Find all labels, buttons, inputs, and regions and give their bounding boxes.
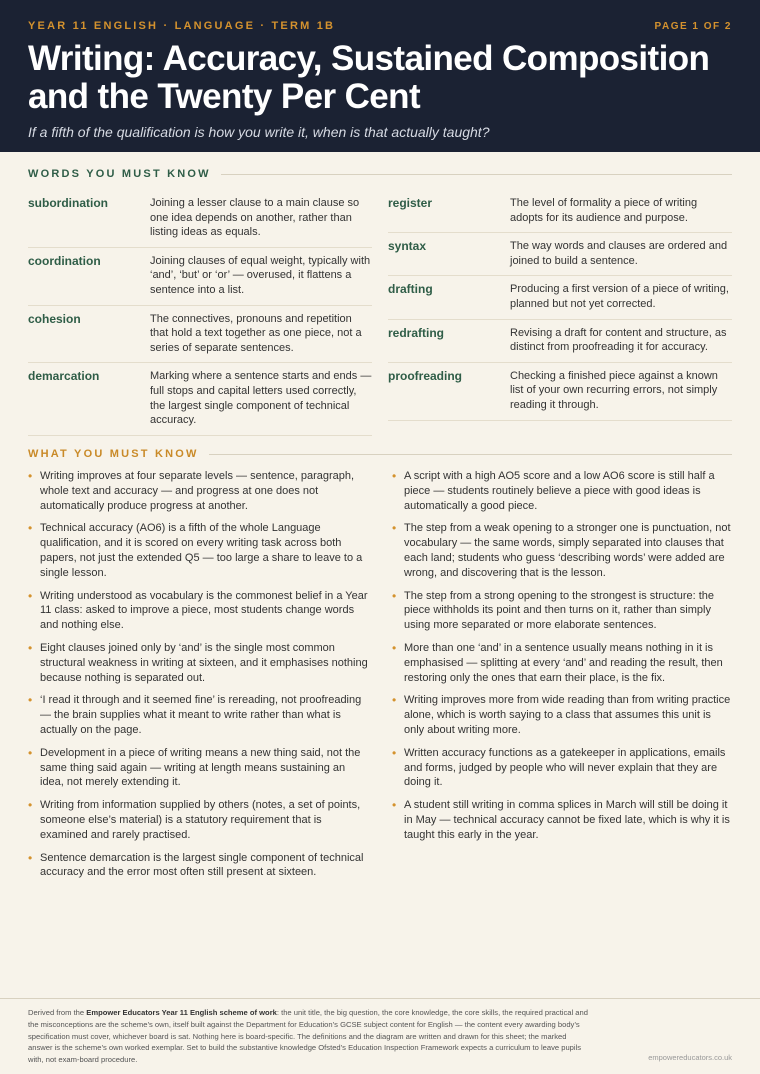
- bullet-dot-icon: •: [392, 798, 397, 813]
- glossary-row: [388, 320, 732, 363]
- bullet-dot-icon: •: [28, 588, 33, 603]
- knowledge-point: [28, 521, 368, 580]
- knowledge-text: A script with a high AO5 score and a low AO6 score is still half a piece — students routinely believe a piece with good ideas is automatically a good piece.: [404, 470, 715, 512]
- glossary-row: [28, 363, 372, 435]
- bullet-dot-icon: •: [392, 588, 397, 603]
- glossary-term: demarcation: [28, 369, 100, 384]
- knowledge-point: [392, 521, 732, 580]
- knowledge-point: [392, 746, 732, 790]
- knowledge-text: Sentence demarcation is the largest single component of technical accuracy and the error most often still present at sixteen.: [40, 851, 364, 879]
- bullet-dot-icon: •: [28, 640, 33, 655]
- page-subtitle: If a fifth of the qualification is how you write it, when is that actually taught?: [28, 124, 490, 140]
- knowledge-text: The step from a strong opening to the strongest is structure: the piece withholds its point and then turns on it, rather than simply using more separated or more elaborate sentences.: [404, 589, 714, 632]
- glossary-definition: The level of formality a piece of writing adopts for its audience and purpose.: [510, 197, 698, 224]
- knowledge-point: [28, 589, 368, 633]
- glossary-term: cohesion: [28, 311, 81, 326]
- glossary-definition: Producing a first version of a piece of writing, planned but not yet corrected.: [510, 283, 729, 310]
- knowledge-point: [28, 746, 368, 790]
- glossary-definition: The way words and clauses are ordered and joined to build a sentence.: [510, 240, 728, 267]
- glossary-row: [28, 248, 372, 306]
- page-number: PAGE 1 OF 2: [654, 21, 732, 32]
- glossary-row: [388, 363, 732, 421]
- knowledge-text: More than one ‘and’ in a sentence usually means nothing in it is emphasised — splitting at every ‘and’ and reading the result, then restoring only the ones that earn their place, is the fix.: [404, 641, 723, 684]
- knowledge-point: [392, 469, 732, 513]
- glossary-term: coordination: [28, 253, 101, 268]
- knowledge-point: [28, 851, 368, 881]
- knowledge-point: [28, 798, 368, 842]
- course-kicker: YEAR 11 ENGLISH · LANGUAGE · TERM 1B: [28, 20, 336, 32]
- bullet-dot-icon: •: [28, 469, 33, 483]
- glossary-term: redrafting: [388, 325, 445, 340]
- knowledge-text: ‘I read it through and it seemed fine’ is rereading, not proofreading — the brain supplies what it meant to write rather than what is actually on the page.: [40, 694, 362, 736]
- know-heading-label: WHAT YOU MUST KNOW: [28, 448, 199, 460]
- glossary-definition: Joining a lesser clause to a main clause so one idea depends on another, rather than listing ideas as equals.: [150, 197, 360, 239]
- knowledge-text: Writing from information supplied by others (notes, a set of points, someone else’s material) is a statutory requirement that is examined and rarely practised.: [40, 799, 361, 841]
- glossary: [28, 190, 732, 436]
- glossary-row: [28, 190, 372, 248]
- bullet-dot-icon: •: [392, 469, 397, 483]
- glossary-term: proofreading: [388, 368, 462, 383]
- source-note-text: : the unit title, the big question, the core knowledge, the core skills, the required practical and the misconceptions are the scheme’s own, itself built against the Department for Education’s GCSE subject content for English — the content every awarding body’s specification must cover, whichever board is sat. Nothing here is board-specific. The definitions and the diagram are written and drawn for this sheet; the marked answer is the scheme’s own worked exemplar. Set to build the substantive knowledge Ofsted’s Education Inspection Framework expects a curriculum to leave pupils with, not exam-board procedure.: [28, 1008, 588, 1065]
- bullet-dot-icon: •: [28, 798, 33, 813]
- source-note-lead: Derived from the: [28, 1008, 87, 1017]
- knowledge-text: The step from a weak opening to a stronger one is punctuation, not vocabulary — the same words, simply separated into clauses that each land; students who guess ‘describing words’ were added are wrong, and discovering that is the lesson.: [404, 522, 731, 579]
- knowledge-text: Writing understood as vocabulary is the commonest belief in a Year 11 class: asked to improve a piece, most students change words and nothing else.: [40, 589, 368, 632]
- glossary-term: register: [388, 196, 433, 210]
- knowledge-text: Written accuracy functions as a gatekeeper in applications, emails and forms, judged by people who will never explain that they are doing it.: [404, 746, 726, 789]
- glossary-left-column: [28, 190, 372, 436]
- footer: [0, 998, 760, 1074]
- glossary-row: [388, 190, 732, 233]
- glossary-term: syntax: [388, 239, 427, 254]
- knowledge-point: [392, 798, 732, 842]
- glossary-row: [28, 306, 372, 364]
- bullet-dot-icon: •: [28, 693, 33, 708]
- knowledge-text: Eight clauses joined only by ‘and’ is the single most common structural weakness in writing at sixteen, and it emphasises nothing because nothing is separated out.: [40, 641, 368, 684]
- knowledge-point: [392, 589, 732, 633]
- knowledge-right-column: [392, 469, 732, 888]
- glossary-definition: Joining clauses of equal weight, typically with ‘and’, ‘but’ or ‘or’ — overused, it flattens a sentence into a list.: [150, 254, 371, 296]
- knowledge-text: Development in a piece of writing means a new thing said, not the same thing said again — writing at length means sustaining an idea, not merely extending it.: [40, 746, 361, 789]
- source-name: Empower Educators Year 11 English scheme of work: [86, 1008, 277, 1017]
- bullet-dot-icon: •: [392, 745, 397, 760]
- bullet-dot-icon: •: [28, 521, 33, 536]
- knowledge-text: Technical accuracy (AO6) is a fifth of the whole Language qualification, and it is scored on every writing task across both papers, not just the extended Q5 — too large a share to leave to a single lesson.: [40, 522, 363, 579]
- knowledge-text: Writing improves at four separate levels — sentence, paragraph, whole text and accuracy — and progress at one does not automatically produce progress at another.: [40, 470, 355, 512]
- bullet-dot-icon: •: [392, 640, 397, 655]
- bullet-dot-icon: •: [28, 745, 33, 760]
- glossary-definition: Checking a finished piece against a known list of your own recurring errors, not simply reading it through.: [510, 369, 718, 411]
- page-title: Writing: Accuracy, Sustained Composition and the Twenty Per Cent: [28, 39, 710, 116]
- knowledge-text: A student still writing in comma splices in March will still be doing it in May — technical accuracy cannot be fixed late, which is why it is taught this early in the year.: [404, 799, 730, 841]
- glossary-row: [388, 276, 732, 319]
- know-section-heading: [28, 448, 732, 460]
- glossary-definition: The connectives, pronouns and repetition that hold a text together as one piece, not a series of separate sentences.: [150, 312, 362, 354]
- knowledge-point: [28, 693, 368, 737]
- words-section-heading: [28, 168, 732, 180]
- glossary-term: drafting: [388, 282, 433, 297]
- bullet-dot-icon: •: [392, 693, 397, 708]
- glossary-right-column: [388, 190, 732, 436]
- header-banner: [0, 0, 760, 152]
- source-note: [28, 1007, 588, 1066]
- glossary-definition: Marking where a sentence starts and ends — full stops and capital letters used correctly, the largest single component of technical accuracy.: [150, 370, 372, 427]
- knowledge-text: Writing improves more from wide reading than from writing practice alone, which is worth saying to a class that assumes this unit is only about writing more.: [404, 694, 731, 736]
- divider: [221, 174, 732, 175]
- knowledge-left-column: [28, 469, 368, 888]
- glossary-row: [388, 233, 732, 276]
- knowledge-point: [28, 641, 368, 685]
- words-heading-label: WORDS YOU MUST KNOW: [28, 168, 211, 180]
- divider: [209, 454, 732, 455]
- knowledge-point: [28, 469, 368, 513]
- knowledge-point: [392, 641, 732, 685]
- site-url: empowereducators.co.uk: [648, 1053, 732, 1062]
- glossary-definition: Revising a draft for content and structure, as distinct from proofreading it for accuracy.: [510, 326, 727, 354]
- knowledge-points: [28, 469, 732, 888]
- bullet-dot-icon: •: [392, 521, 397, 536]
- glossary-term: subordination: [28, 196, 108, 210]
- bullet-dot-icon: •: [28, 850, 33, 865]
- knowledge-point: [392, 693, 732, 737]
